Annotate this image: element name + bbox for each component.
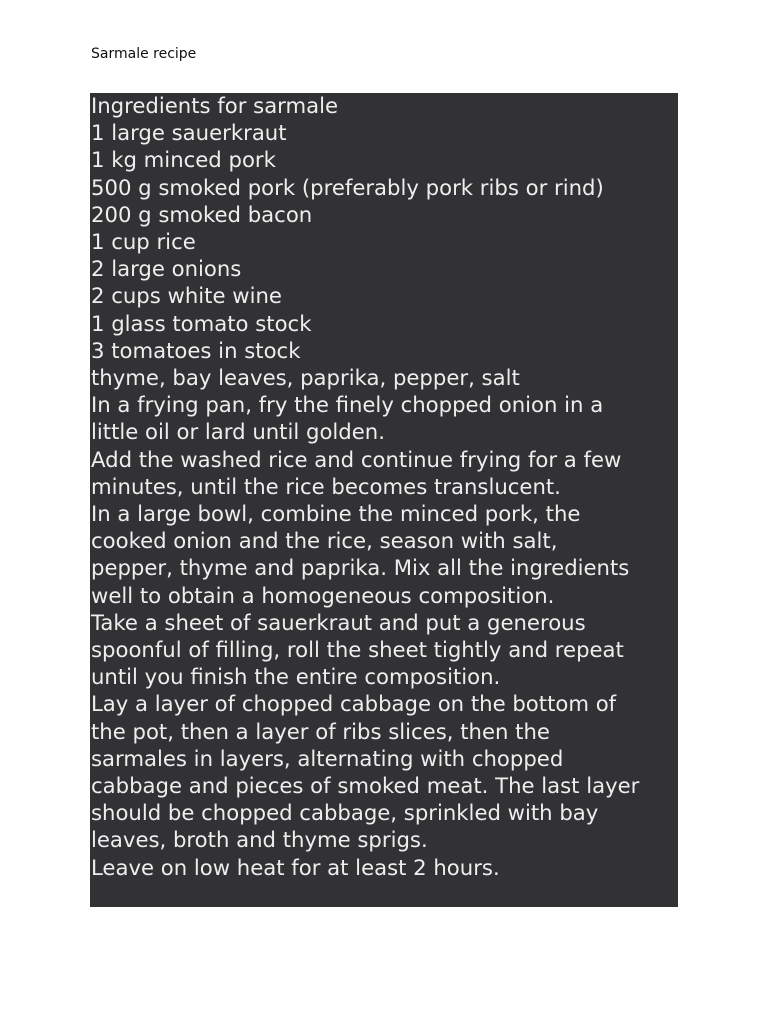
recipe-line: 1 kg minced pork <box>91 147 276 173</box>
recipe-line: 1 large sauerkraut <box>91 120 287 146</box>
recipe-line: Take a sheet of sauerkraut and put a generous <box>91 609 586 635</box>
recipe-line: 200 g smoked bacon <box>91 201 313 227</box>
recipe-line: until you finish the entire composition. <box>91 664 501 690</box>
recipe-line: cabbage and pieces of smoked meat. The last layer <box>91 773 640 799</box>
recipe-line: 1 glass tomato stock <box>91 310 312 336</box>
recipe-line: In a large bowl, combine the minced pork, the <box>91 501 581 527</box>
recipe-line: cooked onion and the rice, season with salt, <box>91 528 558 554</box>
recipe-line: sarmales in layers, alternating with chopped <box>91 745 564 771</box>
recipe-line: Ingredients for sarmale <box>91 93 339 118</box>
recipe-line: Lay a layer of chopped cabbage on the bottom of <box>91 691 617 717</box>
recipe-line: minutes, until the rice becomes translucent. <box>91 473 561 499</box>
recipe-line: little oil or lard until golden. <box>91 419 385 445</box>
recipe-line: leaves, broth and thyme sprigs. <box>91 827 428 853</box>
recipe-line: 2 large onions <box>91 256 242 282</box>
recipe-line: well to obtain a homogeneous composition. <box>91 582 555 608</box>
recipe-line: 2 cups white wine <box>91 283 282 309</box>
recipe-line: 500 g smoked pork (preferably pork ribs or rind) <box>91 174 604 200</box>
recipe-line: thyme, bay leaves, paprika, pepper, salt <box>91 365 520 391</box>
recipe-line: Add the washed rice and continue frying for a few <box>91 446 622 472</box>
page-title: Sarmale recipe <box>91 46 197 62</box>
recipe-line: In a frying pan, fry the finely chopped onion in a <box>91 392 604 418</box>
recipe-line: 3 tomatoes in stock <box>91 337 301 363</box>
recipe-line: the pot, then a layer of ribs slices, then the <box>91 718 550 744</box>
recipe-line: pepper, thyme and paprika. Mix all the ingredients <box>91 555 630 581</box>
recipe-line: spoonful of filling, roll the sheet tightly and repeat <box>91 637 624 663</box>
recipe-line: Leave on low heat for at least 2 hours. <box>91 854 500 880</box>
recipe-text-box <box>90 93 678 907</box>
recipe-line: 1 cup rice <box>91 229 196 255</box>
recipe-line: should be chopped cabbage, sprinkled with bay <box>91 800 599 826</box>
